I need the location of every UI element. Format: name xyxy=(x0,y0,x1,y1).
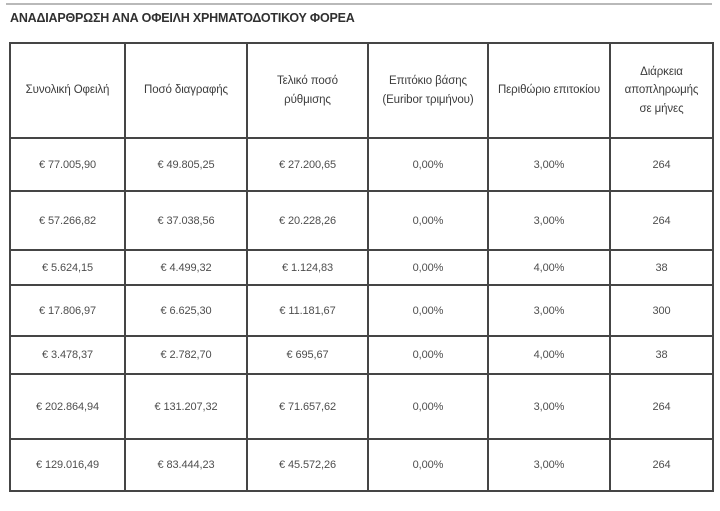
cell-writeoff-amount: € 37.038,56 xyxy=(125,191,247,250)
top-divider-line xyxy=(6,3,712,5)
cell-total-debt: € 5.624,15 xyxy=(10,250,125,285)
cell-writeoff-amount: € 49.805,25 xyxy=(125,138,247,191)
cell-duration-months: 264 xyxy=(610,439,713,491)
column-header-total-debt: Συνολική Οφειλή xyxy=(10,43,125,138)
column-header-final-amount: Τελικό ποσό ρύθμισης xyxy=(247,43,368,138)
cell-final-amount: € 20.228,26 xyxy=(247,191,368,250)
table-header-row xyxy=(10,43,713,138)
cell-total-debt: € 202.864,94 xyxy=(10,374,125,439)
column-header-rate-margin: Περιθώριο επιτοκίου xyxy=(488,43,610,138)
cell-total-debt: € 57.266,82 xyxy=(10,191,125,250)
cell-total-debt: € 17.806,97 xyxy=(10,285,125,336)
column-header-duration-months: Διάρκεια αποπληρωμής σε μήνες xyxy=(610,43,713,138)
page-title: ΑΝΑΔΙΑΡΘΡΩΣΗ ΑΝΑ ΟΦΕΙΛΗ ΧΡΗΜΑΤΟΔΟΤΙΚΟΥ ΦΟΡΕΑ xyxy=(10,11,355,25)
cell-writeoff-amount: € 131.207,32 xyxy=(125,374,247,439)
cell-rate-margin: 3,00% xyxy=(488,138,610,191)
cell-base-rate: 0,00% xyxy=(368,285,488,336)
restructuring-table xyxy=(9,42,714,492)
cell-base-rate: 0,00% xyxy=(368,191,488,250)
cell-duration-months: 264 xyxy=(610,374,713,439)
cell-rate-margin: 3,00% xyxy=(488,439,610,491)
cell-duration-months: 264 xyxy=(610,191,713,250)
cell-rate-margin: 3,00% xyxy=(488,191,610,250)
cell-writeoff-amount: € 83.444,23 xyxy=(125,439,247,491)
table-row xyxy=(10,191,713,250)
cell-rate-margin: 3,00% xyxy=(488,374,610,439)
cell-rate-margin: 4,00% xyxy=(488,336,610,374)
cell-final-amount: € 1.124,83 xyxy=(247,250,368,285)
table-row xyxy=(10,439,713,491)
cell-final-amount: € 11.181,67 xyxy=(247,285,368,336)
cell-base-rate: 0,00% xyxy=(368,336,488,374)
cell-duration-months: 264 xyxy=(610,138,713,191)
cell-base-rate: 0,00% xyxy=(368,138,488,191)
table-body xyxy=(10,138,713,491)
cell-rate-margin: 3,00% xyxy=(488,285,610,336)
table-row xyxy=(10,336,713,374)
cell-final-amount: € 695,67 xyxy=(247,336,368,374)
cell-duration-months: 38 xyxy=(610,250,713,285)
cell-duration-months: 300 xyxy=(610,285,713,336)
cell-total-debt: € 129.016,49 xyxy=(10,439,125,491)
table-row xyxy=(10,138,713,191)
cell-writeoff-amount: € 6.625,30 xyxy=(125,285,247,336)
cell-rate-margin: 4,00% xyxy=(488,250,610,285)
cell-final-amount: € 71.657,62 xyxy=(247,374,368,439)
cell-total-debt: € 3.478,37 xyxy=(10,336,125,374)
cell-final-amount: € 45.572,26 xyxy=(247,439,368,491)
cell-base-rate: 0,00% xyxy=(368,250,488,285)
table-header xyxy=(10,43,713,138)
cell-writeoff-amount: € 4.499,32 xyxy=(125,250,247,285)
cell-writeoff-amount: € 2.782,70 xyxy=(125,336,247,374)
cell-duration-months: 38 xyxy=(610,336,713,374)
column-header-base-rate: Επιτόκιο βάσης (Euribor τριμήνου) xyxy=(368,43,488,138)
table-row xyxy=(10,250,713,285)
table-row xyxy=(10,285,713,336)
table-row xyxy=(10,374,713,439)
cell-total-debt: € 77.005,90 xyxy=(10,138,125,191)
cell-final-amount: € 27.200,65 xyxy=(247,138,368,191)
cell-base-rate: 0,00% xyxy=(368,374,488,439)
column-header-writeoff-amount: Ποσό διαγραφής xyxy=(125,43,247,138)
cell-base-rate: 0,00% xyxy=(368,439,488,491)
